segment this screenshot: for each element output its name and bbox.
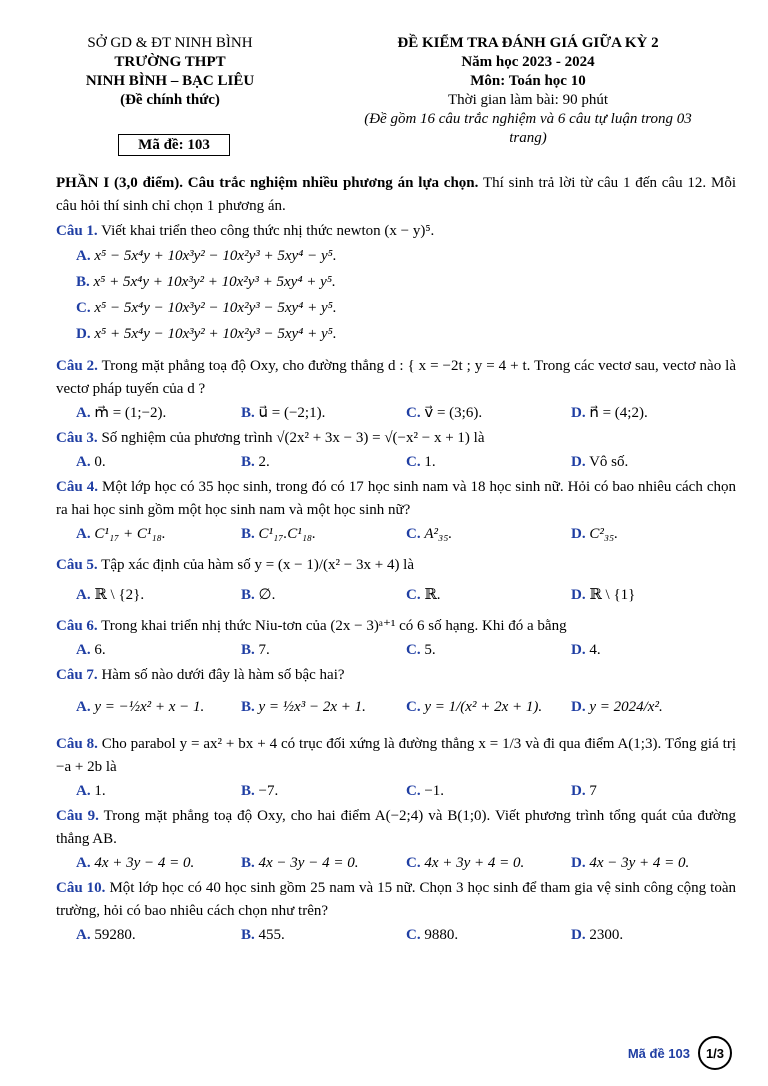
question-8: Câu 8. Cho parabol y = ax² + bx + 4 có trục đối xứng là đường thẳng x = 1/3 và đi qua điểm A(1;3). Tổng giá trị −a + 2b là — [56, 736, 736, 775]
question-4: Câu 4. Một lớp học có 35 học sinh, trong đó có 17 học sinh nam và 18 học sinh nữ. Hỏi có bao nhiêu cách chọn ra hai học sinh gồm một học sinh nam và một học sinh nữ? — [56, 479, 737, 518]
q1-option-b: B. x⁵ + 5x⁴y + 10x³y² + 10x²y³ + 5xy⁴ + y⁵. — [76, 274, 336, 290]
exam-title: ĐỀ KIỂM TRA ĐÁNH GIÁ GIỮA KỲ 2 — [397, 35, 659, 51]
official-note: (Đề chính thức) — [120, 92, 220, 108]
q9-option-b: B. 4x − 3y − 4 = 0. — [241, 855, 359, 871]
school-name: NINH BÌNH – BẠC LIÊU — [85, 73, 255, 89]
q5-option-b: B. ∅. — [241, 587, 276, 603]
q3-option-d: D. Vô số. — [571, 454, 629, 470]
exam-content — [56, 172, 736, 947]
q7-option-d: D. y = 2024/x². — [571, 699, 663, 715]
q4-options — [56, 522, 736, 546]
q4-option-d: D. C²₃₅. — [571, 526, 619, 542]
school-type: TRƯỜNG THPT — [114, 54, 226, 70]
q4-option-a: A. C¹₁₇ + C¹₁₈. — [76, 526, 166, 542]
q6-option-b: B. 7. — [241, 642, 270, 658]
page-number: 1/3 — [698, 1036, 732, 1070]
q8-option-c: C. −1. — [406, 783, 445, 799]
subject: Môn: Toán học 10 — [470, 73, 586, 89]
q7-option-a: A. y = −½x² + x − 1. — [76, 699, 205, 715]
q9-option-c: C. 4x + 3y + 4 = 0. — [406, 855, 525, 871]
footer-exam-code: Mã đề 103 — [627, 1045, 690, 1061]
question-9: Câu 9. Trong mặt phẳng toạ độ Oxy, cho hai điểm A(−2;4) và B(1;0). Viết phương trình tổng quát của đường thẳng AB. — [56, 808, 736, 847]
page-footer — [628, 1036, 732, 1070]
q7-option-b: B. y = ½x³ − 2x + 1. — [241, 699, 366, 715]
q3-option-c: C. 1. — [406, 454, 436, 470]
q10-options — [56, 923, 736, 947]
q6-options — [56, 638, 736, 662]
q3-option-b: B. 2. — [241, 454, 270, 470]
q10-option-a: A. 59280. — [76, 927, 136, 943]
q10-option-b: B. 455. — [241, 927, 285, 943]
q4-option-b: B. C¹₁₇.C¹₁₈. — [241, 526, 316, 542]
q4-option-c: C. A²₃₅. — [406, 526, 453, 542]
q1-option-c: C. x⁵ − 5x⁴y − 10x³y² − 10x²y³ − 5xy⁴ + y⁵. — [76, 300, 337, 316]
q8-option-d: D. 7 — [571, 783, 597, 799]
question-10: Câu 10. Một lớp học có 40 học sinh gồm 25 nam và 15 nữ. Chọn 3 học sinh để tham gia vệ sinh công cộng toàn trường, hỏi có bao nhiêu cách chọn như trên? — [56, 880, 736, 919]
dept-name: SỞ GD & ĐT NINH BÌNH — [87, 35, 253, 51]
question-2: Câu 2. Trong mặt phẳng toạ độ Oxy, cho đường thẳng d : { x = −2t ; y = 4 + t. Trong các vectơ sau, vectơ nào là vectơ pháp tuyến của d ? — [56, 358, 736, 397]
q6-option-c: C. 5. — [406, 642, 436, 658]
q8-option-b: B. −7. — [241, 783, 279, 799]
q2-option-a: A. m⃗ = (1;−2). — [76, 405, 167, 421]
q2-option-b: B. u⃗ = (−2;1). — [241, 405, 326, 421]
question-5: Câu 5. Tập xác định của hàm số y = (x − 1)/(x² − 3x + 4) là — [56, 557, 415, 573]
part1-heading: PHẦN I (3,0 điểm). Câu trắc nghiệm nhiều phương án lựa chọn. Thí sinh trả lời từ câu 1 đến câu 12. Mỗi câu hỏi thí sinh chỉ chọn 1 phương án. — [56, 175, 737, 214]
q10-option-d: D. 2300. — [571, 927, 624, 943]
q9-option-a: A. 4x + 3y − 4 = 0. — [76, 855, 195, 871]
question-7: Câu 7. Hàm số nào dưới đây là hàm số bậc hai? — [56, 667, 345, 683]
q10-option-c: C. 9880. — [406, 927, 459, 943]
q8-options — [56, 779, 736, 803]
exam-code-box: Mã đề: 103 — [118, 134, 230, 156]
q5-option-c: C. ℝ. — [406, 587, 441, 603]
q7-option-c: C. y = 1/(x² + 2x + 1). — [406, 699, 543, 715]
question-3: Câu 3. Số nghiệm của phương trình √(2x² + 3x − 3) = √(−x² − x + 1) là — [56, 430, 485, 446]
q7-options — [56, 695, 736, 719]
q5-option-a: A. ℝ \ {2}. — [76, 587, 145, 603]
q5-options — [56, 583, 736, 607]
q1-option-d: D. x⁵ + 5x⁴y − 10x³y² + 10x²y³ − 5xy⁴ + y⁵. — [76, 326, 337, 342]
q6-option-a: A. 6. — [76, 642, 106, 658]
q3-option-a: A. 0. — [76, 454, 106, 470]
q2-option-d: D. n⃗ = (4;2). — [571, 405, 648, 421]
q9-option-d: D. 4x − 3y + 4 = 0. — [571, 855, 690, 871]
school-year: Năm học 2023 - 2024 — [461, 54, 595, 70]
q5-option-d: D. ℝ \ {1} — [571, 587, 636, 603]
q8-option-a: A. 1. — [76, 783, 106, 799]
q6-option-d: D. 4. — [571, 642, 601, 658]
q2-option-c: C. v⃗ = (3;6). — [406, 405, 483, 421]
exam-header — [338, 34, 718, 148]
time-limit: Thời gian làm bài: 90 phút — [448, 92, 608, 108]
q2-options — [56, 401, 736, 425]
q3-options — [56, 450, 736, 474]
school-header — [60, 34, 280, 110]
exam-note: (Đề gồm 16 câu trắc nghiệm và 6 câu tự luận trong 03 trang) — [364, 111, 692, 146]
q1-option-a: A. x⁵ − 5x⁴y + 10x³y² − 10x²y³ + 5xy⁴ − y⁵. — [76, 248, 337, 264]
question-1: Câu 1. Viết khai triển theo công thức nhị thức newton (x − y)⁵. — [56, 223, 435, 239]
q9-options — [56, 851, 736, 875]
question-6: Câu 6. Trong khai triển nhị thức Niu-tơn của (2x − 3)ᵃ⁺¹ có 6 số hạng. Khi đó a bằng — [56, 618, 567, 634]
